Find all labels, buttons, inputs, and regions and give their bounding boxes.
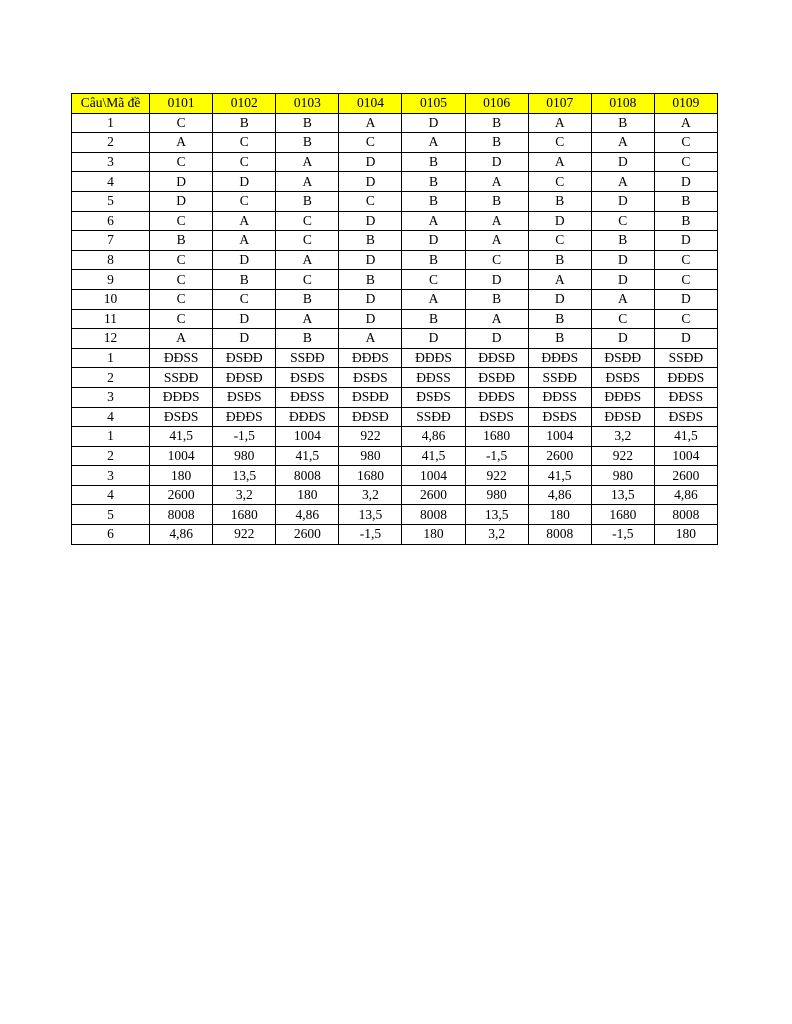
answer-cell: D bbox=[654, 172, 717, 192]
question-number-cell: 2 bbox=[72, 446, 150, 466]
answer-cell: B bbox=[465, 289, 528, 309]
answer-cell: A bbox=[591, 133, 654, 153]
answer-cell: D bbox=[591, 270, 654, 290]
answer-cell: C bbox=[339, 133, 402, 153]
answer-cell: A bbox=[150, 329, 213, 349]
answer-cell: 13,5 bbox=[213, 466, 276, 486]
answer-cell: 13,5 bbox=[591, 485, 654, 505]
answer-cell: ĐSĐS bbox=[339, 368, 402, 388]
answer-cell: A bbox=[654, 113, 717, 133]
table-row bbox=[72, 152, 718, 172]
answer-cell: ĐĐSS bbox=[402, 368, 465, 388]
answer-cell: 8008 bbox=[654, 505, 717, 525]
answer-cell: A bbox=[402, 289, 465, 309]
answer-cell: A bbox=[528, 152, 591, 172]
answer-cell: ĐĐSS bbox=[528, 387, 591, 407]
answer-key-sheet bbox=[71, 93, 718, 545]
table-row bbox=[72, 466, 718, 486]
exam-code-header-cell: 0102 bbox=[213, 94, 276, 114]
answer-cell: C bbox=[150, 270, 213, 290]
answer-cell: 980 bbox=[591, 466, 654, 486]
answer-cell: A bbox=[213, 231, 276, 251]
table-row bbox=[72, 231, 718, 251]
answer-cell: ĐĐSĐ bbox=[339, 407, 402, 427]
answer-cell: ĐĐĐS bbox=[213, 407, 276, 427]
answer-cell: D bbox=[339, 172, 402, 192]
table-row bbox=[72, 525, 718, 545]
answer-cell: ĐĐĐS bbox=[654, 368, 717, 388]
answer-cell: C bbox=[213, 133, 276, 153]
answer-cell: C bbox=[213, 152, 276, 172]
answer-cell: B bbox=[339, 270, 402, 290]
table-row bbox=[72, 270, 718, 290]
answer-cell: 41,5 bbox=[402, 446, 465, 466]
answer-cell: A bbox=[339, 329, 402, 349]
answer-cell: D bbox=[402, 231, 465, 251]
answer-cell: C bbox=[150, 152, 213, 172]
question-number-cell: 1 bbox=[72, 113, 150, 133]
question-number-cell: 9 bbox=[72, 270, 150, 290]
answer-cell: D bbox=[150, 191, 213, 211]
answer-cell: B bbox=[591, 113, 654, 133]
answer-cell: ĐĐSĐ bbox=[213, 368, 276, 388]
corner-header-cell: Câu\Mã đề bbox=[72, 94, 150, 114]
exam-code-header-cell: 0103 bbox=[276, 94, 339, 114]
answer-cell: D bbox=[465, 329, 528, 349]
answer-cell: A bbox=[465, 231, 528, 251]
exam-code-header-cell: 0104 bbox=[339, 94, 402, 114]
answer-cell: A bbox=[465, 211, 528, 231]
answer-cell: 922 bbox=[465, 466, 528, 486]
answer-cell: ĐSĐS bbox=[591, 368, 654, 388]
answer-cell: 1680 bbox=[591, 505, 654, 525]
answer-cell: 1004 bbox=[150, 446, 213, 466]
answer-cell: D bbox=[465, 270, 528, 290]
question-number-cell: 2 bbox=[72, 368, 150, 388]
exam-code-header-cell: 0107 bbox=[528, 94, 591, 114]
answer-cell: ĐĐĐS bbox=[276, 407, 339, 427]
answer-cell: 3,2 bbox=[213, 485, 276, 505]
answer-cell: 13,5 bbox=[465, 505, 528, 525]
question-number-cell: 5 bbox=[72, 191, 150, 211]
answer-cell: B bbox=[654, 211, 717, 231]
table-row bbox=[72, 427, 718, 447]
answer-cell: 3,2 bbox=[339, 485, 402, 505]
answer-cell: C bbox=[465, 250, 528, 270]
exam-code-header-cell: 0106 bbox=[465, 94, 528, 114]
answer-cell: A bbox=[465, 172, 528, 192]
answer-cell: ĐĐĐS bbox=[339, 348, 402, 368]
answer-cell: C bbox=[150, 211, 213, 231]
answer-cell: ĐSĐS bbox=[528, 407, 591, 427]
answer-cell: 8008 bbox=[402, 505, 465, 525]
answer-cell: D bbox=[339, 211, 402, 231]
answer-cell: A bbox=[276, 250, 339, 270]
answer-cell: C bbox=[276, 231, 339, 251]
answer-cell: 8008 bbox=[528, 525, 591, 545]
answer-cell: SSĐĐ bbox=[654, 348, 717, 368]
answer-cell: ĐĐĐS bbox=[150, 387, 213, 407]
answer-cell: 41,5 bbox=[654, 427, 717, 447]
table-row bbox=[72, 446, 718, 466]
answer-cell: A bbox=[591, 172, 654, 192]
answer-cell: B bbox=[465, 113, 528, 133]
answer-cell: 1004 bbox=[276, 427, 339, 447]
answer-cell: 41,5 bbox=[528, 466, 591, 486]
question-number-cell: 3 bbox=[72, 387, 150, 407]
answer-cell: 4,86 bbox=[402, 427, 465, 447]
answer-cell: D bbox=[402, 329, 465, 349]
answer-cell: B bbox=[213, 113, 276, 133]
question-number-cell: 3 bbox=[72, 466, 150, 486]
table-row bbox=[72, 289, 718, 309]
answer-cell: ĐSĐĐ bbox=[339, 387, 402, 407]
answer-cell: 13,5 bbox=[339, 505, 402, 525]
answer-cell: C bbox=[528, 172, 591, 192]
answer-cell: D bbox=[654, 231, 717, 251]
answer-cell: ĐĐĐS bbox=[402, 348, 465, 368]
answer-cell: C bbox=[654, 152, 717, 172]
answer-cell: C bbox=[591, 211, 654, 231]
answer-cell: 180 bbox=[276, 485, 339, 505]
answer-cell: D bbox=[528, 289, 591, 309]
answer-cell: B bbox=[465, 191, 528, 211]
answer-cell: 4,86 bbox=[150, 525, 213, 545]
answer-cell: 1680 bbox=[339, 466, 402, 486]
answer-cell: A bbox=[213, 211, 276, 231]
answer-cell: C bbox=[276, 211, 339, 231]
table-row bbox=[72, 113, 718, 133]
answer-cell: ĐĐSĐ bbox=[591, 407, 654, 427]
answer-cell: B bbox=[276, 113, 339, 133]
answer-cell: B bbox=[465, 133, 528, 153]
question-number-cell: 10 bbox=[72, 289, 150, 309]
question-number-cell: 7 bbox=[72, 231, 150, 251]
answer-cell: C bbox=[276, 270, 339, 290]
answer-cell: A bbox=[150, 133, 213, 153]
answer-cell: ĐSĐS bbox=[402, 387, 465, 407]
answer-cell: A bbox=[276, 152, 339, 172]
answer-cell: C bbox=[591, 309, 654, 329]
question-number-cell: 6 bbox=[72, 211, 150, 231]
answer-cell: ĐĐĐS bbox=[465, 387, 528, 407]
answer-cell: A bbox=[402, 133, 465, 153]
answer-cell: 180 bbox=[402, 525, 465, 545]
answer-cell: A bbox=[339, 113, 402, 133]
answer-cell: 2600 bbox=[654, 466, 717, 486]
answer-cell: D bbox=[654, 329, 717, 349]
answer-cell: C bbox=[654, 309, 717, 329]
answer-key-table bbox=[71, 93, 718, 545]
answer-cell: B bbox=[150, 231, 213, 251]
answer-cell: D bbox=[402, 113, 465, 133]
answer-cell: B bbox=[213, 270, 276, 290]
answer-cell: ĐSĐS bbox=[465, 407, 528, 427]
question-number-cell: 8 bbox=[72, 250, 150, 270]
answer-cell: SSĐĐ bbox=[528, 368, 591, 388]
answer-cell: B bbox=[402, 172, 465, 192]
table-row bbox=[72, 505, 718, 525]
answer-cell: B bbox=[654, 191, 717, 211]
question-number-cell: 11 bbox=[72, 309, 150, 329]
answer-cell: D bbox=[213, 329, 276, 349]
answer-cell: D bbox=[150, 172, 213, 192]
answer-cell: ĐSĐS bbox=[654, 407, 717, 427]
answer-cell: B bbox=[402, 250, 465, 270]
table-row bbox=[72, 368, 718, 388]
answer-cell: C bbox=[150, 113, 213, 133]
question-number-cell: 1 bbox=[72, 427, 150, 447]
answer-cell: D bbox=[339, 289, 402, 309]
answer-cell: B bbox=[339, 231, 402, 251]
answer-cell: 2600 bbox=[528, 446, 591, 466]
answer-cell: 2600 bbox=[276, 525, 339, 545]
answer-cell: D bbox=[339, 250, 402, 270]
table-row bbox=[72, 250, 718, 270]
answer-cell: ĐSĐS bbox=[150, 407, 213, 427]
answer-cell: 980 bbox=[339, 446, 402, 466]
answer-cell: 980 bbox=[465, 485, 528, 505]
answer-cell: ĐĐSS bbox=[654, 387, 717, 407]
table-row bbox=[72, 191, 718, 211]
answer-cell: SSĐĐ bbox=[150, 368, 213, 388]
answer-cell: D bbox=[465, 152, 528, 172]
answer-cell: C bbox=[402, 270, 465, 290]
answer-cell: SSĐĐ bbox=[276, 348, 339, 368]
answer-cell: -1,5 bbox=[213, 427, 276, 447]
exam-code-header-cell: 0105 bbox=[402, 94, 465, 114]
answer-cell: C bbox=[654, 133, 717, 153]
answer-cell: 41,5 bbox=[150, 427, 213, 447]
answer-cell: C bbox=[150, 289, 213, 309]
table-row bbox=[72, 133, 718, 153]
answer-cell: -1,5 bbox=[465, 446, 528, 466]
answer-cell: D bbox=[591, 250, 654, 270]
question-number-cell: 5 bbox=[72, 505, 150, 525]
answer-cell: B bbox=[528, 191, 591, 211]
answer-cell: D bbox=[213, 250, 276, 270]
exam-code-header-cell: 0101 bbox=[150, 94, 213, 114]
table-row bbox=[72, 407, 718, 427]
answer-cell: D bbox=[213, 309, 276, 329]
table-row bbox=[72, 387, 718, 407]
answer-cell: C bbox=[213, 289, 276, 309]
answer-cell: ĐĐSĐ bbox=[465, 348, 528, 368]
table-row bbox=[72, 348, 718, 368]
answer-cell: 922 bbox=[213, 525, 276, 545]
answer-cell: B bbox=[528, 329, 591, 349]
answer-cell: 3,2 bbox=[465, 525, 528, 545]
answer-cell: D bbox=[528, 211, 591, 231]
table-row bbox=[72, 329, 718, 349]
answer-cell: 8008 bbox=[276, 466, 339, 486]
answer-cell: D bbox=[591, 191, 654, 211]
answer-cell: B bbox=[528, 309, 591, 329]
answer-cell: 4,86 bbox=[654, 485, 717, 505]
table-row bbox=[72, 211, 718, 231]
answer-cell: B bbox=[276, 289, 339, 309]
answer-cell: C bbox=[150, 250, 213, 270]
answer-cell: 180 bbox=[150, 466, 213, 486]
answer-cell: 3,2 bbox=[591, 427, 654, 447]
answer-cell: A bbox=[528, 270, 591, 290]
answer-cell: ĐĐĐS bbox=[528, 348, 591, 368]
answer-cell: A bbox=[402, 211, 465, 231]
answer-cell: ĐĐĐS bbox=[591, 387, 654, 407]
answer-cell: C bbox=[654, 270, 717, 290]
answer-cell: D bbox=[339, 152, 402, 172]
answer-cell: C bbox=[213, 191, 276, 211]
answer-cell: 922 bbox=[591, 446, 654, 466]
answer-cell: 1680 bbox=[213, 505, 276, 525]
question-number-cell: 4 bbox=[72, 407, 150, 427]
answer-cell: -1,5 bbox=[591, 525, 654, 545]
answer-cell: B bbox=[591, 231, 654, 251]
header-row bbox=[72, 94, 718, 114]
table-row bbox=[72, 309, 718, 329]
answer-cell: B bbox=[528, 250, 591, 270]
answer-cell: 2600 bbox=[402, 485, 465, 505]
answer-cell: ĐSĐĐ bbox=[465, 368, 528, 388]
answer-cell: ĐSĐĐ bbox=[213, 348, 276, 368]
answer-cell: D bbox=[339, 309, 402, 329]
question-number-cell: 4 bbox=[72, 485, 150, 505]
answer-cell: -1,5 bbox=[339, 525, 402, 545]
answer-cell: A bbox=[276, 309, 339, 329]
answer-cell: 8008 bbox=[150, 505, 213, 525]
answer-cell: B bbox=[402, 191, 465, 211]
answer-cell: SSĐĐ bbox=[402, 407, 465, 427]
answer-cell: D bbox=[654, 289, 717, 309]
answer-cell: B bbox=[276, 133, 339, 153]
answer-cell: C bbox=[339, 191, 402, 211]
answer-cell: ĐSĐS bbox=[276, 368, 339, 388]
table-body bbox=[72, 113, 718, 544]
answer-cell: 180 bbox=[654, 525, 717, 545]
answer-cell: 922 bbox=[339, 427, 402, 447]
answer-cell: D bbox=[213, 172, 276, 192]
answer-cell: 1004 bbox=[528, 427, 591, 447]
answer-cell: C bbox=[150, 309, 213, 329]
answer-cell: C bbox=[528, 133, 591, 153]
answer-cell: 2600 bbox=[150, 485, 213, 505]
question-number-cell: 12 bbox=[72, 329, 150, 349]
answer-cell: A bbox=[465, 309, 528, 329]
answer-cell: B bbox=[402, 152, 465, 172]
table-row bbox=[72, 172, 718, 192]
answer-cell: ĐĐSS bbox=[150, 348, 213, 368]
question-number-cell: 3 bbox=[72, 152, 150, 172]
exam-code-header-cell: 0109 bbox=[654, 94, 717, 114]
answer-cell: A bbox=[276, 172, 339, 192]
answer-cell: A bbox=[591, 289, 654, 309]
answer-cell: B bbox=[276, 191, 339, 211]
answer-cell: 4,86 bbox=[528, 485, 591, 505]
answer-cell: 1004 bbox=[654, 446, 717, 466]
table-row bbox=[72, 485, 718, 505]
question-number-cell: 4 bbox=[72, 172, 150, 192]
question-number-cell: 6 bbox=[72, 525, 150, 545]
answer-cell: A bbox=[528, 113, 591, 133]
answer-cell: ĐĐSS bbox=[276, 387, 339, 407]
answer-cell: 980 bbox=[213, 446, 276, 466]
question-number-cell: 2 bbox=[72, 133, 150, 153]
answer-cell: 1004 bbox=[402, 466, 465, 486]
answer-cell: B bbox=[402, 309, 465, 329]
answer-cell: D bbox=[591, 152, 654, 172]
answer-cell: B bbox=[276, 329, 339, 349]
exam-code-header-cell: 0108 bbox=[591, 94, 654, 114]
answer-cell: C bbox=[528, 231, 591, 251]
answer-cell: 180 bbox=[528, 505, 591, 525]
answer-cell: 4,86 bbox=[276, 505, 339, 525]
answer-cell: 1680 bbox=[465, 427, 528, 447]
answer-cell: D bbox=[591, 329, 654, 349]
answer-cell: ĐSĐS bbox=[213, 387, 276, 407]
question-number-cell: 1 bbox=[72, 348, 150, 368]
answer-cell: ĐSĐĐ bbox=[591, 348, 654, 368]
answer-cell: C bbox=[654, 250, 717, 270]
answer-cell: 41,5 bbox=[276, 446, 339, 466]
